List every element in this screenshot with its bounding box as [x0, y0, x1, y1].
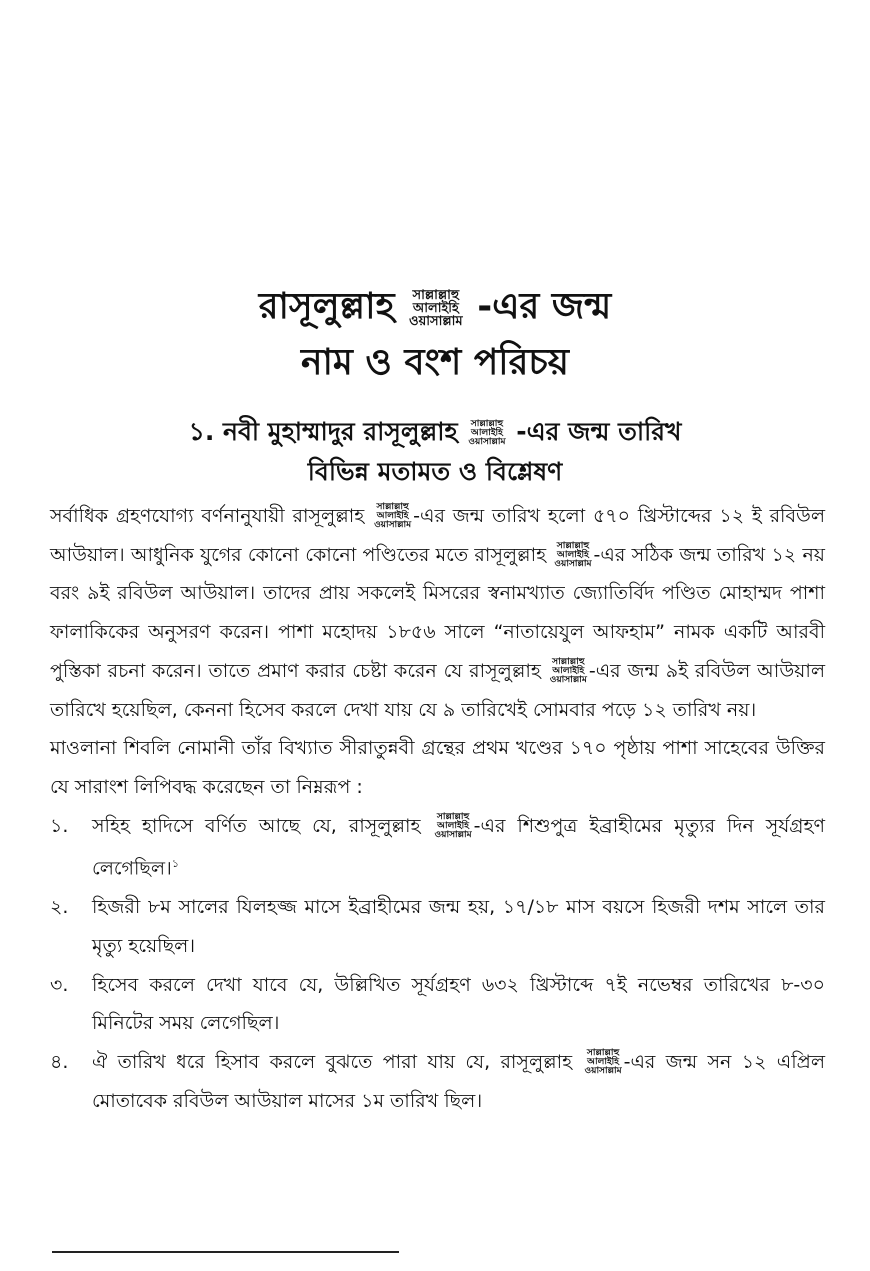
honorific-line-1: সাল্লাল্লাহু: [552, 656, 585, 667]
list-number: ৪.: [50, 1051, 69, 1074]
paragraph-2: মাওলানা শিবলি নোমানী তাঁর বিখ্যাত সীরাতুন্নবী গ্রন্থের প্রথম খণ্ডের ১৭০ পৃষ্ঠায় পাশা সাহেবের উক্তির যে সারাংশ লিপিবদ্ধ করেছেন তা নিম্নরূপ :: [50, 737, 825, 798]
honorific-line-2: আলাইহি: [557, 549, 589, 560]
paragraph-1-part-b: -এর জন্ম তারিখ হলো ৫৭০ খ্রিস্টাব্দের ১২ ই রবিউল আউয়াল। আধুনিক যুগের কোনো কোনো পণ্ডিতের মতে রাসূলুল্লাহ: [50, 505, 826, 566]
title-prefix: রাসূলুল্লাহ: [258, 286, 395, 327]
honorific-calligraphy: [374, 503, 411, 530]
chapter-title: [0, 285, 870, 329]
honorific-line-3: ওয়াসাল্লাম: [468, 436, 506, 447]
list-item: [50, 807, 825, 889]
paragraph-1-part-d: -এর জন্ম ৯ই রবিউল আউয়াল তারিখে হয়েছিল, কেননা হিসেব করলে দেখা যায় যে ৯ তারিখেই সোমবার পড়ে ১২ তারিখ নয়।: [50, 659, 825, 721]
honorific-calligraphy: [468, 420, 505, 447]
list-item-text-b: -এর শিশুপুত্র ইব্রাহীমের মৃত্যুর দিন সূর্যগ্রহণ লেগেছিল।: [92, 814, 825, 880]
honorific-line-3: ওয়াসাল্লাম: [549, 674, 587, 685]
honorific-line-3: ওয়াসাল্লাম: [409, 313, 463, 329]
list-item-text: হিজরী ৮ম সালের যিলহজ্জ মাসে ইব্রাহীমের জন্ম হয়, ১৭/১৮ মাস বয়সে হিজরী দশম সালে তার মৃত্যু হয়েছিল।: [92, 896, 825, 958]
honorific-line-1: সাল্লাল্লাহু: [470, 418, 504, 429]
honorific-calligraphy: [435, 813, 472, 840]
list-item: [50, 966, 825, 1043]
list-item: [50, 1043, 825, 1120]
honorific-calligraphy: [554, 542, 591, 569]
body-text: [50, 497, 825, 1121]
list-item-text-a: সহিহ হাদিসে বর্ণিত আছে যে, রাসূলুল্লাহ: [92, 814, 421, 837]
list-number: ৩.: [50, 973, 69, 996]
honorific-line-3: ওয়াসাল্লাম: [584, 1066, 622, 1077]
paragraph-1: [50, 497, 825, 729]
section-subheading: বিভিন্ন মতামত ও বিশ্লেষণ: [307, 457, 563, 486]
honorific-line-2: আলাইহি: [471, 427, 503, 438]
honorific-line-1: সাল্লাল্লাহু: [436, 811, 470, 822]
honorific-line-1: সাল্লাল্লাহু: [586, 1048, 620, 1059]
list-number: ১.: [50, 814, 69, 837]
points-list: [50, 807, 825, 1121]
footnote-divider: [52, 1251, 399, 1253]
honorific-line-2: আলাইহি: [376, 511, 409, 521]
honorific-line-3: ওয়াসাল্লাম: [434, 829, 472, 840]
list-number: ২.: [50, 896, 69, 919]
honorific-line-2: আলাইহি: [552, 665, 585, 676]
honorific-line-2: আলাইহি: [412, 300, 459, 316]
section-heading-prefix: ১. নবী মুহাম্মাদুর রাসূলুল্লাহ: [188, 417, 458, 446]
honorific-line-1: সাল্লাল্লাহু: [556, 540, 590, 551]
section-heading-suffix: -এর জন্ম তারিখ: [516, 417, 682, 446]
honorific-calligraphy: [585, 1049, 622, 1076]
paragraph-1-part-c: -এর সঠিক জন্ম তারিখ ১২ নয় বরং ৯ই রবিউল আউয়াল। তাদের প্রায় সকলেই মিসরের স্বনামখ্যাত জ্যোতির্বিদ পণ্ডিত মোহাম্মদ পাশা ফালাকিকের অনুসরণ করেন। পাশা মহোদয় ১৮৫৬ সালে “নাতায়েযুল আফহাম” নামক একটি আরবী পুস্তিকা রচনা করেন। তাতে প্রমাণ করার চেষ্টা করেন যে রাসূলুল্লাহ: [50, 543, 826, 682]
title-suffix: -এর জন্ম: [477, 286, 612, 327]
list-item-text-b: -এর জন্ম সন ১২ এপ্রিল মোতাবেক রবিউল আউয়াল মাসের ১ম তারিখ ছিল।: [92, 1051, 825, 1112]
list-item: [50, 888, 825, 965]
chapter-title-line-2: নাম ও বংশ পরিচয়: [300, 342, 570, 383]
honorific-line-1: সাল্লাল্লাহু: [412, 287, 460, 303]
footnote-marker: ১: [171, 857, 179, 871]
list-item-text: হিসেব করলে দেখা যাবে যে, উল্লিখিত সূর্যগ্রহণ ৬৩২ খ্রিস্টাব্দে ৭ই নভেম্বর তারিখের ৮-৩০ মিনিটের সময় লেগেছিল।: [92, 973, 825, 1035]
list-item-text-a: ঐ তারিখ ধরে হিসাব করলে বুঝতে পারা যায় যে, রাসূলুল্লাহ: [92, 1051, 573, 1074]
section-heading: [0, 415, 870, 449]
honorific-calligraphy: [409, 289, 463, 328]
honorific-line-3: ওয়াসাল্লাম: [374, 520, 412, 530]
honorific-line-3: ওয়াসাল্লাম: [554, 558, 592, 569]
honorific-line-1: সাল্লাল্লাহু: [376, 502, 409, 512]
honorific-line-2: আলাইহি: [437, 820, 469, 831]
honorific-line-2: আলাইহি: [587, 1057, 619, 1068]
honorific-calligraphy: [550, 658, 587, 685]
paragraph-1-part-a: সর্বাধিক গ্রহণযোগ্য বর্ণনানুযায়ী রাসূলুল্লাহ: [50, 505, 365, 527]
